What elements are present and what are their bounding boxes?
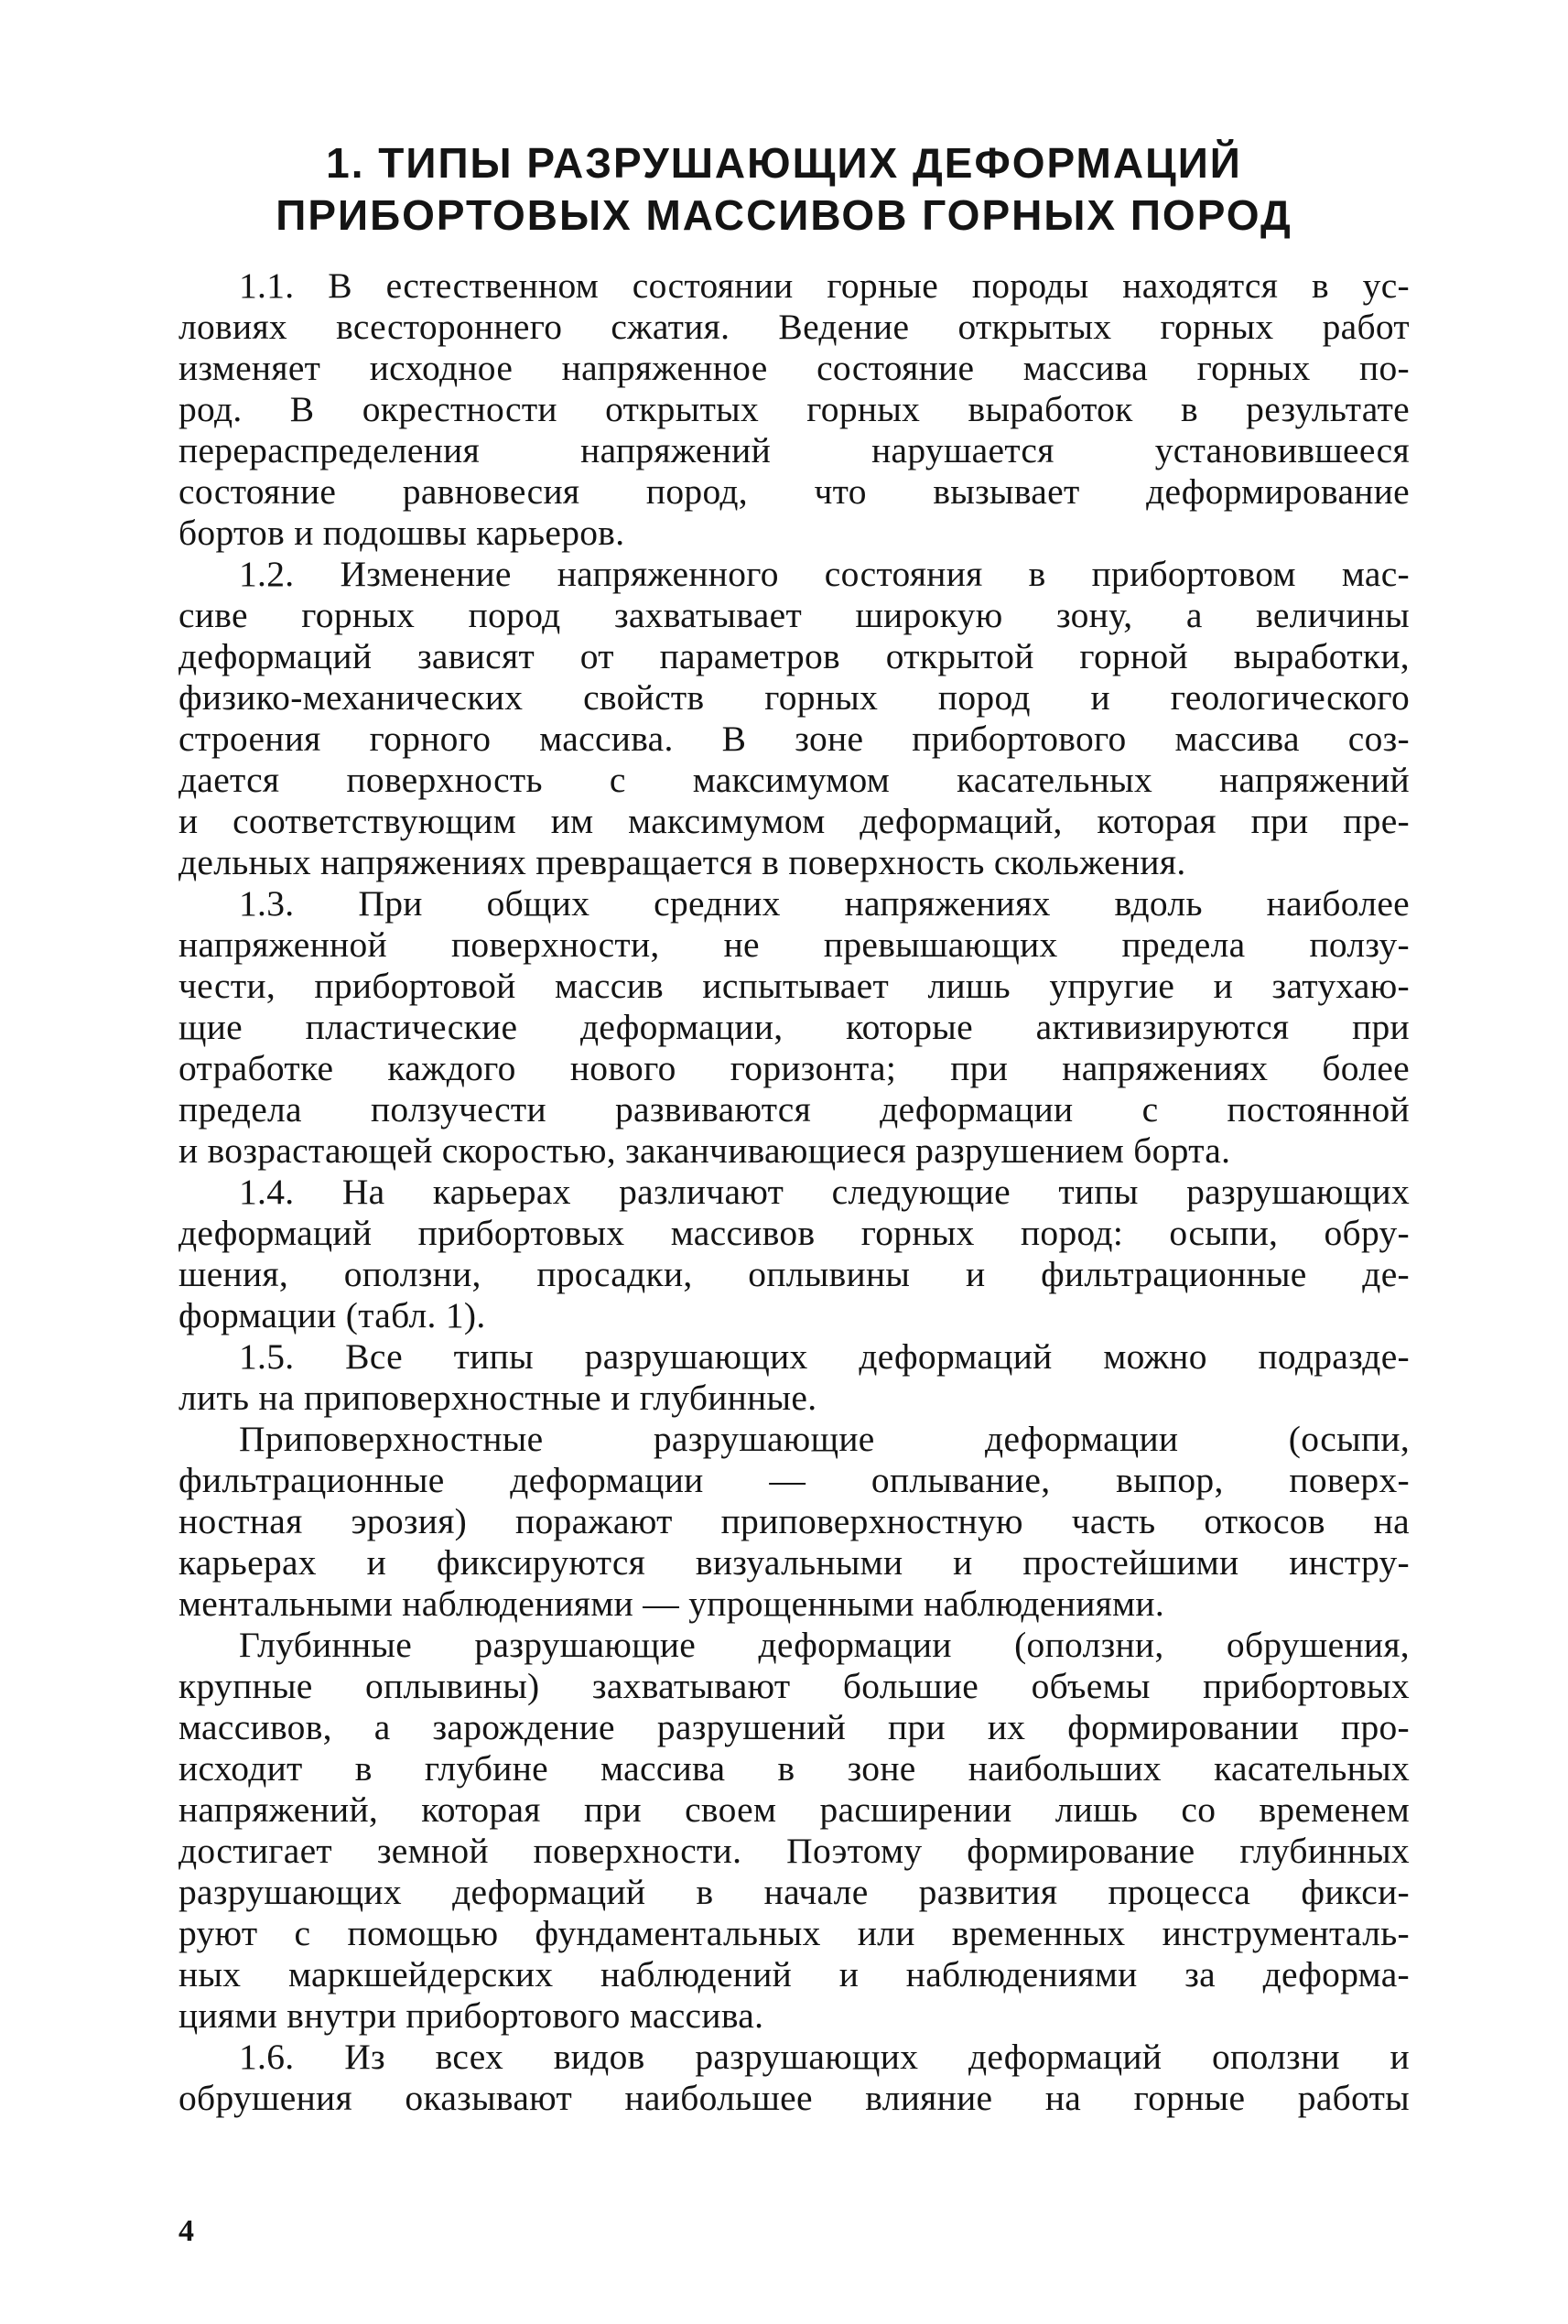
text-line: ностная эрозия) поражают приповерхностную часть откосов на <box>178 1501 1410 1541</box>
text-line: дается поверхность с максимумом касательных напряжений <box>178 760 1410 800</box>
section-title-line-1: 1. ТИПЫ РАЗРУШАЮЩИХ ДЕФОРМАЦИЙ <box>326 139 1242 187</box>
text-line: Приповерхностные разрушающие деформации (осыпи, <box>239 1419 1410 1459</box>
text-line: предела ползучести развиваются деформации с постоянной <box>178 1089 1410 1130</box>
text-line: формации (табл. 1). <box>178 1295 486 1335</box>
text-line: обрушения оказывают наибольшее влияние на горные работы <box>178 2078 1410 2118</box>
text-line: бортов и подошвы карьеров. <box>178 513 625 553</box>
text-line: разрушающих деформаций в начале развития процесса фикси- <box>178 1872 1410 1912</box>
text-line: циями внутри прибортового массива. <box>178 1995 764 2036</box>
text-line: карьерах и фиксируются визуальными и простейшими инстру- <box>178 1542 1410 1583</box>
text-line: дельных напряжениях превращается в поверхность скольжения. <box>178 842 1186 882</box>
text-line: род. В окрестности открытых горных выработок в результате <box>178 389 1410 429</box>
text-line: сиве горных пород захватывает широкую зону, а величины <box>178 595 1410 635</box>
text-line: и возрастающей скоростью, заканчивающиеся разрушением борта. <box>178 1130 1231 1171</box>
page-number: 4 <box>178 2214 194 2248</box>
text-line: крупные оплывины) захватывают большие объемы прибортовых <box>178 1666 1410 1706</box>
text-line: физико-механических свойств горных пород и геологического <box>178 677 1410 718</box>
text-line: деформаций зависят от параметров открытой горной выработки, <box>178 636 1410 676</box>
text-line: 1.6. Из всех видов разрушающих деформаций оползни и <box>239 2037 1410 2077</box>
body-text <box>178 265 1410 2119</box>
text-line: и соответствующим им максимумом деформаций, которая при пре- <box>178 801 1410 841</box>
text-line: 1.2. Изменение напряженного состояния в прибортовом мас- <box>239 554 1410 594</box>
text-line: напряженной поверхности, не превышающих предела ползу- <box>178 924 1410 965</box>
text-line: ментальными наблюдениями — упрощенными наблюдениями. <box>178 1584 1165 1624</box>
text-line: Глубинные разрушающие деформации (оползни, обрушения, <box>239 1625 1410 1665</box>
text-line: достигает земной поверхности. Поэтому формирование глубинных <box>178 1831 1410 1871</box>
text-line: руют с помощью фундаментальных или временных инструменталь- <box>178 1913 1410 1953</box>
text-line: щие пластические деформации, которые активизируются при <box>178 1007 1410 1047</box>
text-line: фильтрационные деформации — оплывание, выпор, поверх- <box>178 1460 1410 1500</box>
text-line: перераспределения напряжений нарушается установившееся <box>178 430 1410 470</box>
text-line: шения, оползни, просадки, оплывины и фильтрационные де- <box>178 1254 1410 1294</box>
text-line: лить на приповерхностные и глубинные. <box>178 1378 817 1418</box>
text-line: массивов, а зарождение разрушений при их формировании про- <box>178 1707 1410 1747</box>
text-line: отработке каждого нового горизонта; при напряжениях более <box>178 1048 1410 1088</box>
text-line: 1.4. На карьерах различают следующие типы разрушающих <box>239 1172 1410 1212</box>
text-line: напряжений, которая при своем расширении лишь со временем <box>178 1789 1410 1830</box>
text-line: исходит в глубине массива в зоне наибольших касательных <box>178 1748 1410 1789</box>
text-line: чести, прибортовой массив испытывает лишь упругие и затухаю- <box>178 966 1410 1006</box>
text-line: 1.3. При общих средних напряжениях вдоль наиболее <box>239 883 1410 924</box>
section-title-line-2: ПРИБОРТОВЫХ МАССИВОВ ГОРНЫХ ПОРОД <box>276 191 1292 239</box>
text-line: ловиях всестороннего сжатия. Ведение открытых горных работ <box>178 307 1410 347</box>
text-line: ных маркшейдерских наблюдений и наблюдениями за деформа- <box>178 1954 1410 1994</box>
text-line: 1.1. В естественном состоянии горные породы находятся в ус- <box>239 265 1410 306</box>
text-line: строения горного массива. В зоне прибортового массива соз- <box>178 719 1410 759</box>
text-line: состояние равновесия пород, что вызывает деформирование <box>178 471 1410 512</box>
text-line: 1.5. Все типы разрушающих деформаций можно подразде- <box>239 1336 1410 1377</box>
text-line: изменяет исходное напряженное состояние массива горных по- <box>178 348 1410 388</box>
text-line: деформаций прибортовых массивов горных пород: осыпи, обру- <box>178 1213 1410 1253</box>
